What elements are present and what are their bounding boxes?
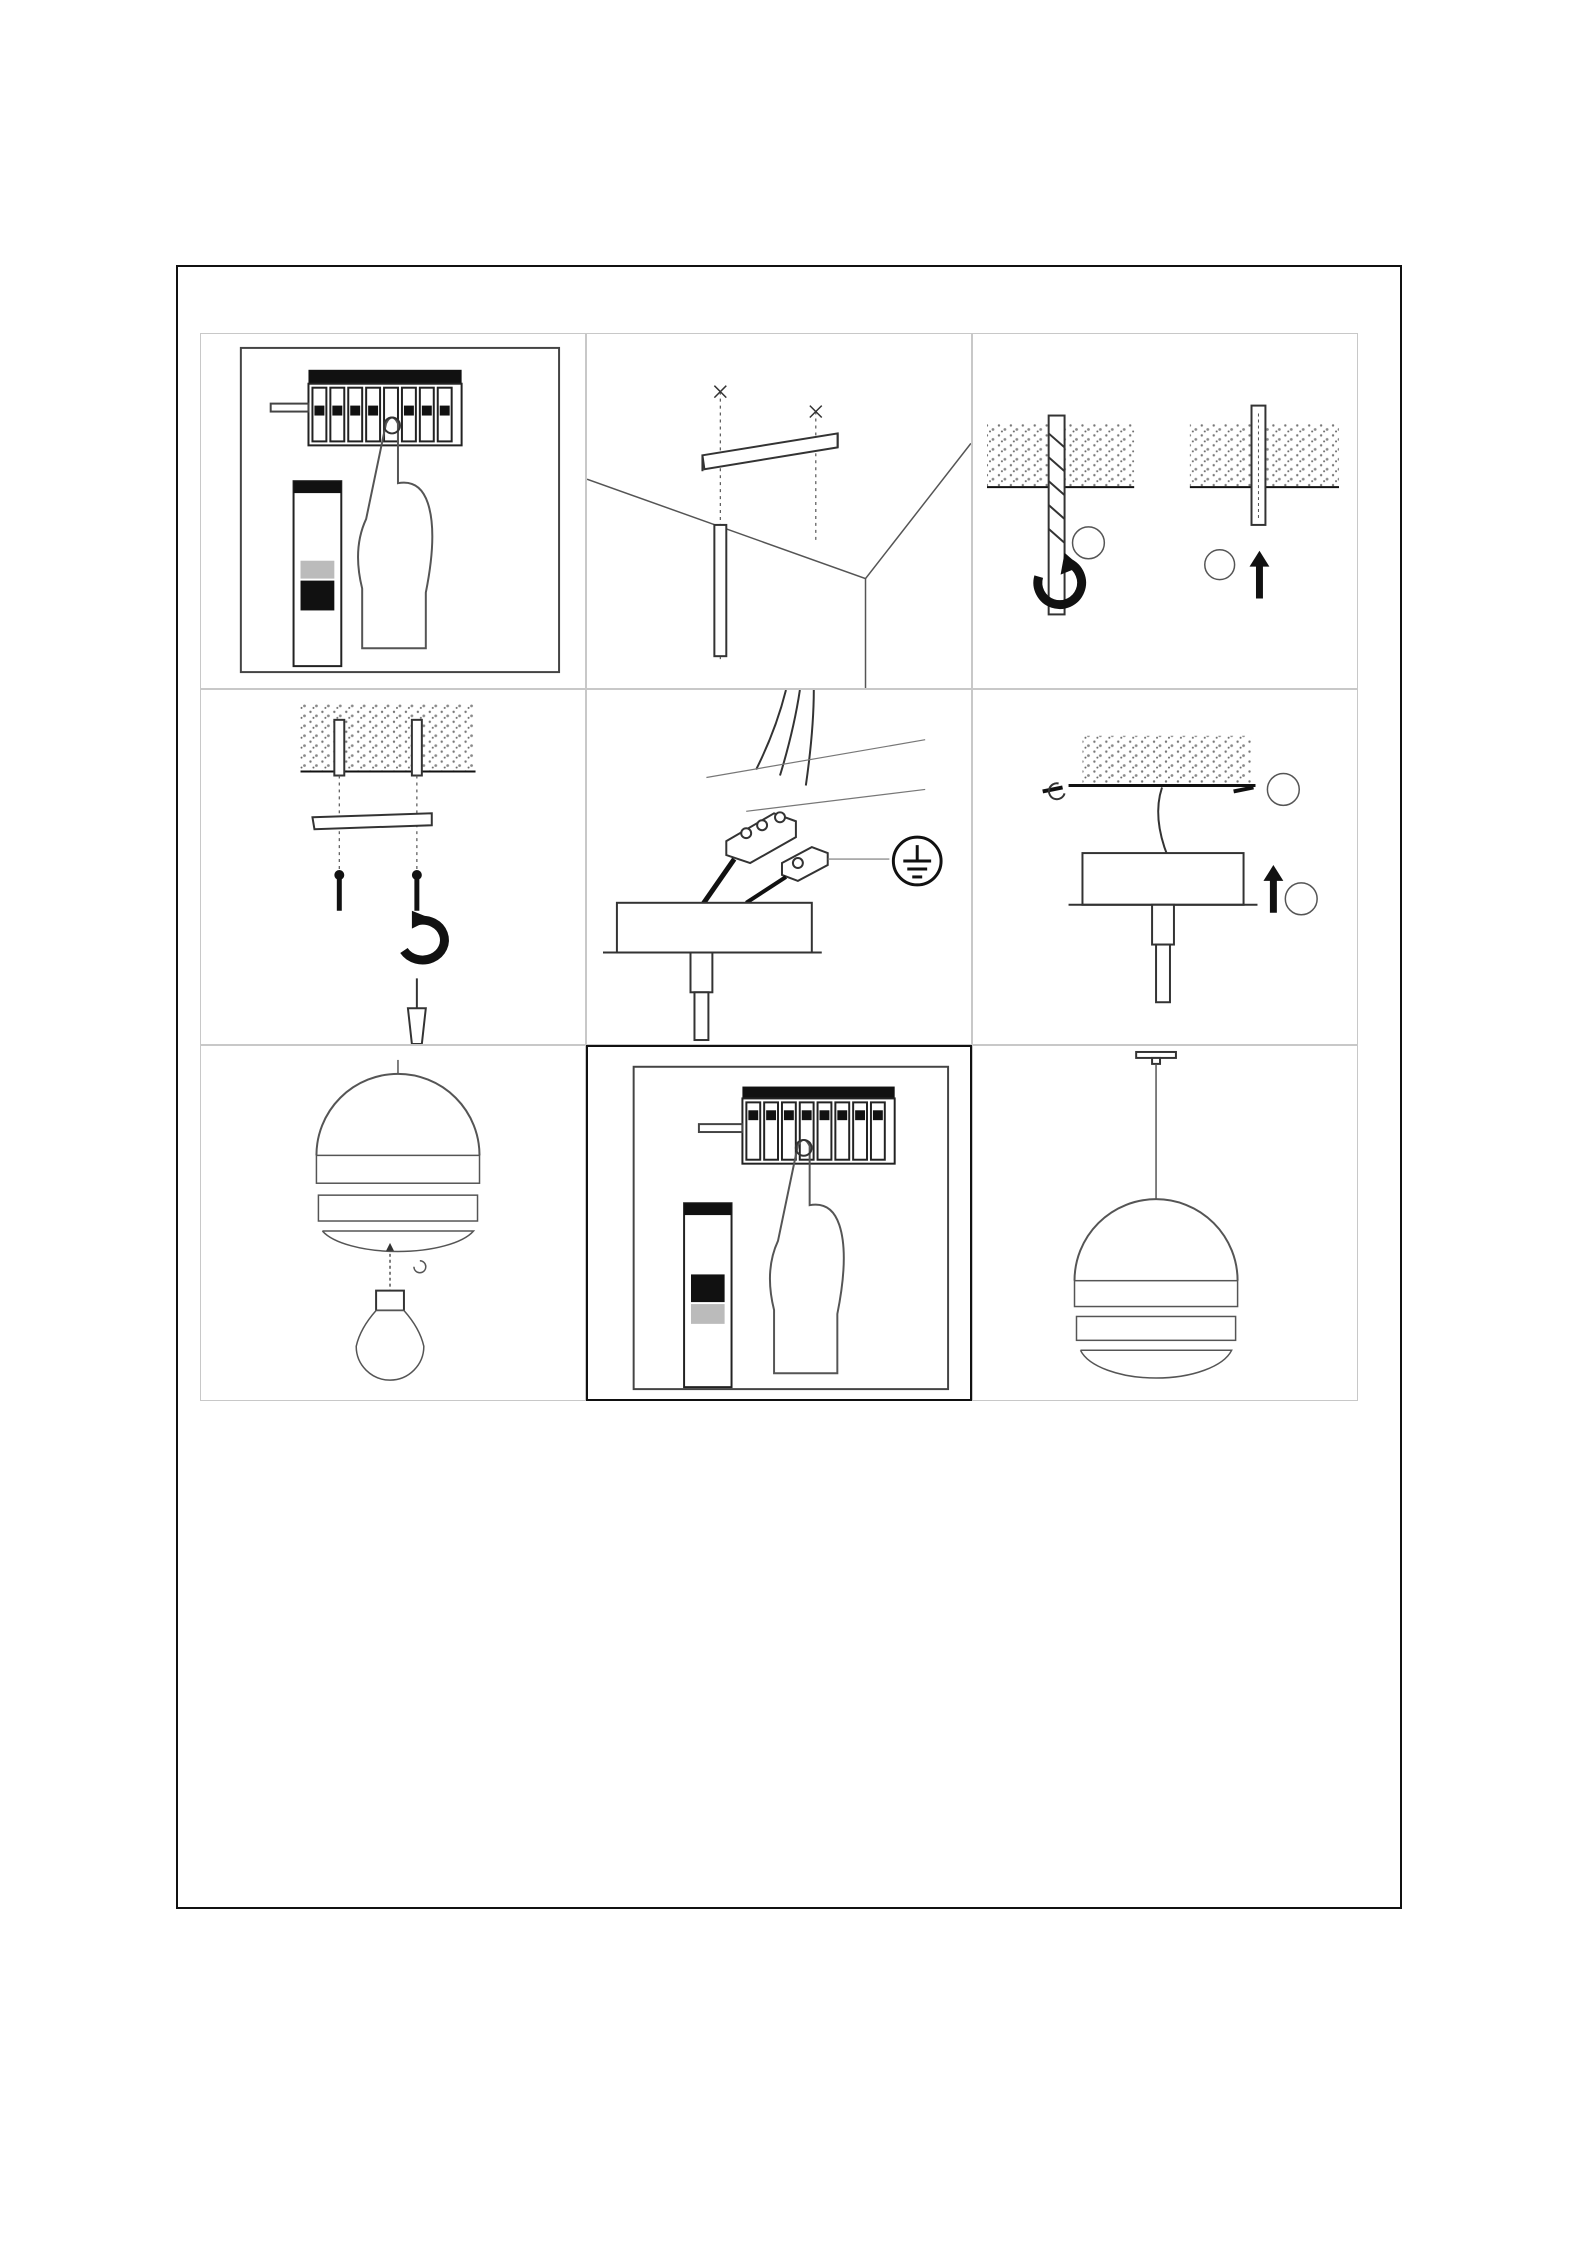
panel-1-breaker-off	[200, 333, 586, 689]
instruction-frame	[176, 265, 1402, 1909]
panel-3-drill-dowel	[972, 333, 1358, 689]
wiring-terminal-ground-icon	[587, 690, 971, 1044]
panel-5-wiring	[586, 689, 972, 1045]
drill-and-dowel-icon	[973, 334, 1357, 688]
panel-2-mark-ceiling	[586, 333, 972, 689]
panel-9-finished-lamp	[972, 1045, 1358, 1401]
finished-pendant-lamp-icon	[973, 1046, 1357, 1400]
panel-8-breaker-on	[586, 1045, 972, 1401]
panel-4-screw-bracket	[200, 689, 586, 1045]
circuit-breaker-off-icon	[201, 334, 585, 688]
mount-canopy-icon	[973, 690, 1357, 1044]
insert-bulb-icon	[201, 1046, 585, 1400]
ceiling-bracket-marking-icon	[587, 334, 971, 688]
panel-6-mount-canopy	[972, 689, 1358, 1045]
panel-7-insert-bulb	[200, 1045, 586, 1401]
circuit-breaker-on-icon	[588, 1047, 970, 1399]
screw-bracket-icon	[201, 690, 585, 1044]
